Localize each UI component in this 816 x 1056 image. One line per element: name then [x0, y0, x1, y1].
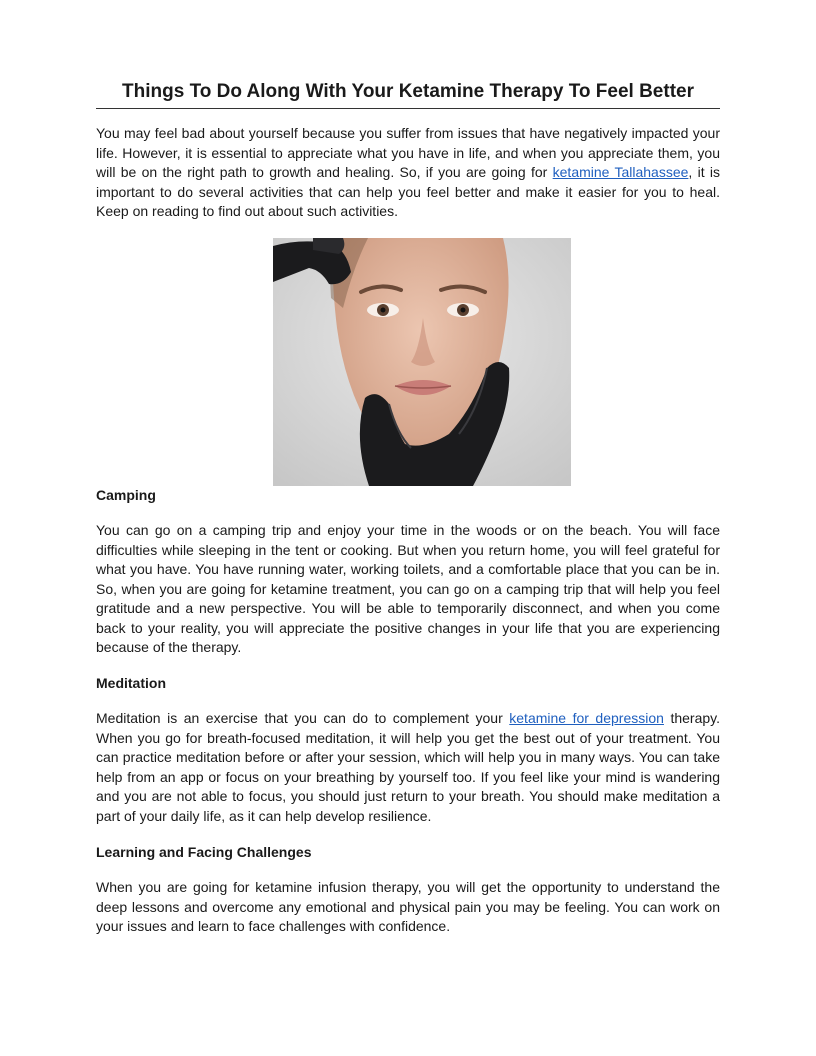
intro-text-before: You may feel bad about yourself because you suffer from issues that have negatively impacted your life. However, it is essential to appreciate what you have in life, and when you appreciate them, you will be on the right path to growth and healing. So, if you are going for	[96, 125, 720, 180]
challenges-paragraph: When you are going for ketamine infusion therapy, you will get the opportunity to understand the deep lessons and overcome any emotional and physical pain you may be feeling. You can work on your issues and learn to face challenges with confidence.	[96, 879, 720, 934]
challenges-heading: Learning and Facing Challenges	[96, 844, 312, 860]
intro-paragraph	[96, 124, 720, 222]
ketamine-for-depression-link[interactable]: ketamine for depression	[509, 710, 664, 726]
meditation-paragraph	[96, 709, 720, 826]
article-image	[273, 238, 571, 486]
meditation-text-after: therapy. When you go for breath-focused meditation, it will help you get the best out of your treatment. You can practice meditation before or after your session, which will help you in many ways. You can take help from an app or focus on your breathing by yourself too. If you feel like your mind is wandering and you are not able to focus, you should just return to your breath. You should make meditation a part of your daily life, as it can help develop resilience.	[96, 710, 720, 824]
page-title: Things To Do Along With Your Ketamine Therapy To Feel Better	[96, 80, 720, 109]
ketamine-tallahassee-link[interactable]: ketamine Tallahassee	[552, 164, 689, 180]
meditation-text-before: Meditation is an exercise that you can do to complement your	[96, 710, 510, 726]
meditation-heading: Meditation	[96, 675, 166, 691]
camping-paragraph: You can go on a camping trip and enjoy your time in the woods or on the beach. You will face difficulties while sleeping in the tent or cooking. But when you return home, you will feel grateful for what you have. You have running water, working toilets, and a comfortable place that you can be in. So, when you are going for ketamine treatment, you can go on a camping trip that will help you feel gratitude and a new perspective. You will be able to temporarily disconnect, and when you come back to your reality, you will appreciate the positive changes in your life that you are experiencing because of the therapy.	[96, 522, 720, 655]
camping-heading: Camping	[96, 487, 156, 503]
intro-text-after: , it is important to do several activities that can help you feel better and make it easier for you to heal. Keep on reading to find out about such activities.	[96, 164, 720, 219]
face-illustration	[273, 238, 571, 486]
